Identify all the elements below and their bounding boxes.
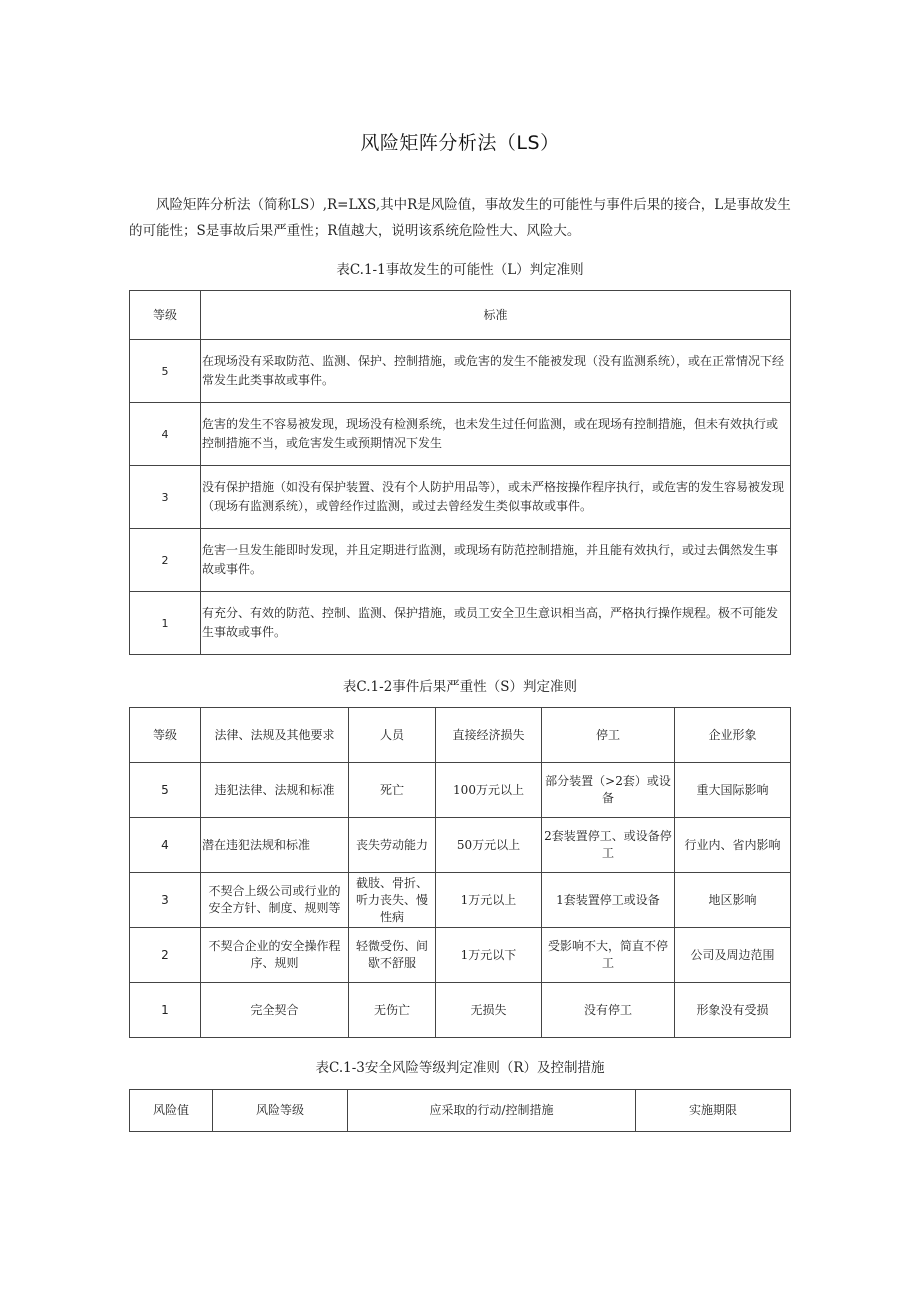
table-header-row xyxy=(130,1090,791,1132)
level-cell: 4 xyxy=(130,818,201,873)
law-cell: 潜在违犯法规和标准 xyxy=(201,818,349,873)
criteria-cell: 危害的发生不容易被发现，现场没有检测系统，也未发生过任何监测，或在现场有控制措施，但未有效执行或控制措施不当，或危害发生或预期情况下发生 xyxy=(201,403,791,466)
header-deadline: 实施期限 xyxy=(636,1090,791,1132)
criteria-cell: 没有保护措施（如没有保护装置、没有个人防护用品等），或未严格按操作程序执行，或危害的发生容易被发现（现场有监测系统），或曾经作过监测，或过去曾经发生类似事故或事件。 xyxy=(201,466,791,529)
table-row xyxy=(130,818,791,873)
level-cell: 1 xyxy=(130,592,201,655)
header-risk-value: 风险值 xyxy=(130,1090,213,1132)
header-level: 等级 xyxy=(130,708,201,763)
stop-cell: 2套装置停工、或设备停工 xyxy=(542,818,675,873)
table-row xyxy=(130,983,791,1038)
header-criteria: 标准 xyxy=(201,291,791,340)
person-cell: 丧失劳动能力 xyxy=(349,818,436,873)
loss-cell: 1万元以下 xyxy=(436,928,542,983)
loss-cell: 50万元以上 xyxy=(436,818,542,873)
law-cell: 不契合企业的安全操作程序、规则 xyxy=(201,928,349,983)
law-cell: 完全契合 xyxy=(201,983,349,1038)
image-cell: 重大国际影响 xyxy=(675,763,791,818)
header-level: 等级 xyxy=(130,291,201,340)
person-cell: 死亡 xyxy=(349,763,436,818)
law-cell: 不契合上级公司或行业的安全方针、制度、规则等 xyxy=(201,873,349,928)
level-cell: 5 xyxy=(130,340,201,403)
table-row xyxy=(130,763,791,818)
table3-caption: 表C.1-3安全风险等级判定准则（R）及控制措施 xyxy=(315,1060,605,1076)
criteria-cell: 危害一旦发生能即时发现，并且定期进行监测，或现场有防范控制措施，并且能有效执行，或过去偶然发生事故或事件。 xyxy=(201,529,791,592)
table-header-row xyxy=(130,708,791,763)
page-title: 风险矩阵分析法（LS） xyxy=(360,132,560,154)
image-cell: 地区影响 xyxy=(675,873,791,928)
level-cell: 4 xyxy=(130,403,201,466)
header-loss: 直接经济损失 xyxy=(436,708,542,763)
level-cell: 1 xyxy=(130,983,201,1038)
criteria-cell: 有充分、有效的防范、控制、监测、保护措施，或员工安全卫生意识相当高，严格执行操作规程。极不可能发生事故或事件。 xyxy=(201,592,791,655)
person-cell: 无伤亡 xyxy=(349,983,436,1038)
table-row xyxy=(130,403,791,466)
likelihood-table xyxy=(129,290,791,655)
header-image: 企业形象 xyxy=(675,708,791,763)
table-row xyxy=(130,466,791,529)
person-cell: 轻微受伤、间歇不舒服 xyxy=(349,928,436,983)
stop-cell: 部分装置（>2套）或设备 xyxy=(542,763,675,818)
stop-cell: 1套装置停工或设备 xyxy=(542,873,675,928)
intro-paragraph: 风险矩阵分析法（简称LS）,R=LXS,其中R是风险值，事故发生的可能性与事件后果的接合，L是事故发生的可能性；S是事故后果严重性；R值越大，说明该系统危险性大、风险大。 xyxy=(129,197,791,239)
loss-cell: 无损失 xyxy=(436,983,542,1038)
image-cell: 形象没有受损 xyxy=(675,983,791,1038)
level-cell: 3 xyxy=(130,873,201,928)
person-cell: 截肢、骨折、听力丧失、慢性病 xyxy=(349,873,436,928)
table2-caption: 表C.1-2事件后果严重性（S）判定准则 xyxy=(342,679,578,695)
loss-cell: 1万元以上 xyxy=(436,873,542,928)
level-cell: 2 xyxy=(130,529,201,592)
table-row xyxy=(130,873,791,928)
header-risk-level: 风险等级 xyxy=(213,1090,348,1132)
loss-cell: 100万元以上 xyxy=(436,763,542,818)
header-person: 人员 xyxy=(349,708,436,763)
stop-cell: 没有停工 xyxy=(542,983,675,1038)
header-law: 法律、法规及其他要求 xyxy=(201,708,349,763)
table-row xyxy=(130,340,791,403)
level-cell: 5 xyxy=(130,763,201,818)
header-actions: 应采取的行动/控制措施 xyxy=(348,1090,636,1132)
law-cell: 违犯法律、法规和标准 xyxy=(201,763,349,818)
level-cell: 3 xyxy=(130,466,201,529)
image-cell: 公司及周边范围 xyxy=(675,928,791,983)
stop-cell: 受影响不大，简直不停工 xyxy=(542,928,675,983)
criteria-cell: 在现场没有采取防范、监测、保护、控制措施，或危害的发生不能被发现（没有监测系统），或在正常情况下经常发生此类事故或事件。 xyxy=(201,340,791,403)
image-cell: 行业内、省内影响 xyxy=(675,818,791,873)
table-row xyxy=(130,529,791,592)
table-row xyxy=(130,592,791,655)
table-header-row xyxy=(130,291,791,340)
level-cell: 2 xyxy=(130,928,201,983)
table1-caption: 表C.1-1事故发生的可能性（L）判定准则 xyxy=(336,262,584,278)
severity-table xyxy=(129,707,791,1038)
table-row xyxy=(130,928,791,983)
header-stop: 停工 xyxy=(542,708,675,763)
risk-level-table xyxy=(129,1089,791,1132)
